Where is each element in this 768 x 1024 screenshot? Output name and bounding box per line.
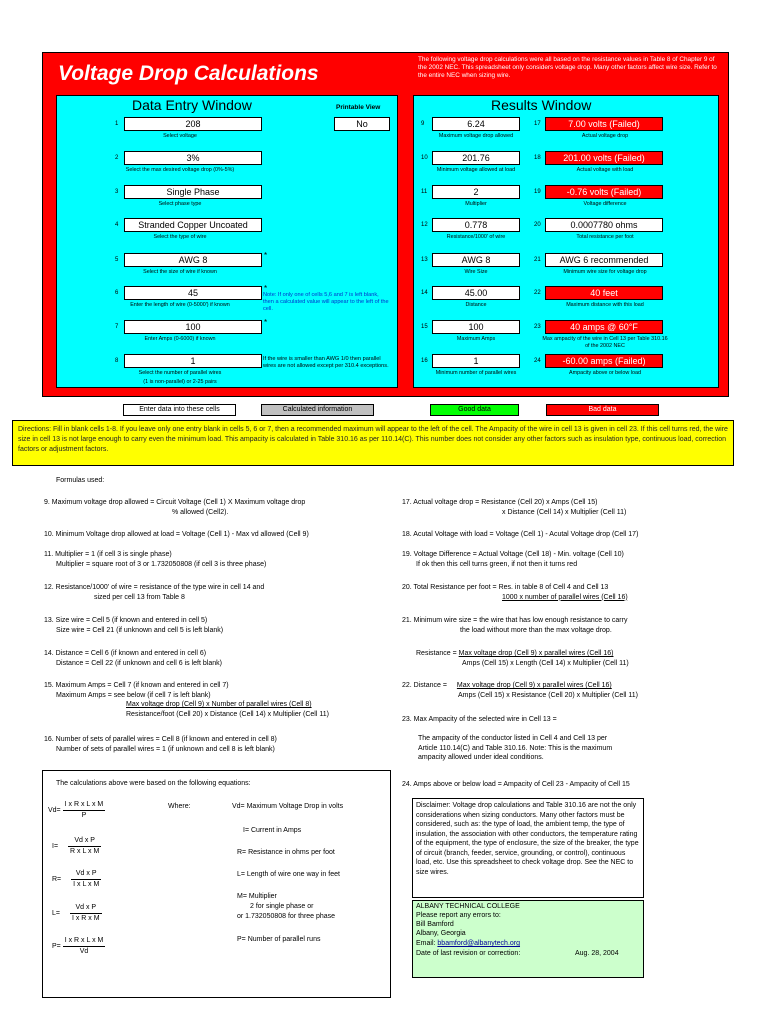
asterisk: *: [264, 251, 268, 260]
result-number: 15: [421, 324, 428, 330]
entry-number: 5: [115, 257, 119, 263]
equation-r: R= $\frac{\text{Vd x P}}{\text{I x L x M}}$: [52, 870, 100, 888]
result-number: 13: [421, 257, 428, 263]
result-label-23: Max ampacity of the wire in Cell 13 per Table 310.16 of the 2002 NEC: [542, 336, 668, 349]
result-cell-11: 2: [432, 185, 520, 199]
result-cell-15: 100: [432, 320, 520, 334]
result-cell-24: -60.00 amps (Failed): [545, 354, 663, 368]
result-cell-13: AWG 8: [432, 253, 520, 267]
entry-number: 4: [115, 222, 119, 228]
legend-item: Bad data: [546, 404, 659, 416]
result-cell-23: 40 amps @ 60°F: [545, 320, 663, 334]
result-number: 10: [421, 155, 428, 161]
result-cell-16: 1: [432, 354, 520, 368]
entry-number: 1: [115, 121, 119, 127]
result-cell-22: 40 feet: [545, 286, 663, 300]
formula-16: 16. Number of sets of parallel wires = Cell 8 (if known and entered in cell 8) Number of sets of parallel wires = 1 (if unknown and cell 8 is left blank): [44, 736, 277, 753]
entry-field-1[interactable]: 208: [124, 117, 262, 131]
entry-field-3[interactable]: Single Phase: [124, 185, 262, 199]
result-cell-19: -0.76 volts (Failed): [545, 185, 663, 199]
equation-i: I= $\frac{\text{Vd x P}}{\text{R x L x M}}$: [52, 837, 100, 855]
result-label-15: Maximum Amps: [456, 336, 496, 342]
def-vd: Vd= Maximum Voltage Drop in volts: [232, 803, 344, 810]
def-m: M= Multiplier: [237, 893, 277, 900]
result-label-13: Wire Size: [464, 269, 488, 275]
entry-field-2[interactable]: 3%: [124, 151, 262, 165]
def-i: I= Current in Amps: [243, 827, 302, 834]
result-label-14: Distance: [465, 302, 487, 308]
result-number: 19: [534, 189, 541, 195]
formula-12: 12. Resistance/1000' of wire = resistance of the type wire in cell 14 and sized per cell 13 from Table 8: [44, 584, 265, 601]
result-cell-20: 0.0007780 ohms: [545, 218, 663, 232]
result-number: 12: [421, 222, 428, 228]
header-note: The following voltage drop calculations were all based on the resistance values in Table 8 of Chapter 9 of the 2002 NEC. This spreadsheet only considers voltage drop. Many other factors affect wire size. Refer to the entire NEC when sizing wire.: [418, 56, 717, 79]
formula-21: 21. Minimum wire size = the wire that has low enough resistance to carry the load without more than the max voltage drop.: [402, 617, 628, 634]
result-label-20: Total resistance per foot: [576, 234, 634, 240]
contact-name: Bill Bamford: [416, 921, 454, 928]
formula-9: 9. Maximum voltage drop allowed = Circuit Voltage (Cell 1) X Maximum voltage drop % allowed (Cell2).: [44, 499, 306, 516]
data-entry-title: Data Entry Window: [132, 97, 252, 113]
result-label-22: Maximum distance with this load: [566, 302, 644, 308]
asterisk: *: [264, 318, 268, 327]
entry-number: 7: [115, 324, 119, 330]
entry-number: 2: [115, 155, 119, 161]
formula-11: 11. Multiplier = 1 (if cell 3 is single phase) Multiplier = square root of 3 or 1.732050808 (if cell 3 is three phase): [44, 551, 267, 568]
result-label-12: Resistance/1000' of wire: [446, 234, 506, 240]
result-cell-10: 201.76: [432, 151, 520, 165]
result-label-21: Minimum wire size for voltage drop: [563, 269, 647, 275]
printable-view-label: Printable View: [336, 104, 381, 111]
entry-label-8b: (1 is non-parallel) or 2-25 pairs: [143, 379, 217, 385]
entry-field-5[interactable]: AWG 8: [124, 253, 262, 267]
def-p: P= Number of parallel runs: [237, 936, 321, 943]
entry-field-8[interactable]: 1: [124, 354, 262, 368]
result-number: 22: [534, 290, 541, 296]
printable-view-select[interactable]: No: [334, 117, 390, 131]
entry-label-4: Select the type of wire: [153, 234, 207, 240]
page-title: Voltage Drop Calculations: [58, 62, 319, 85]
def-m-single: 2 for single phase or: [250, 903, 314, 910]
legend-item: Good data: [430, 404, 519, 416]
results-title: Results Window: [491, 97, 592, 113]
formula-15: 15. Maximum Amps = Cell 7 (if known and entered in cell 7) Maximum Amps = see below (if cell 7 is left blank) Max voltage drop (Cell 9) x Number of parallel wires (Cell 8) Resistance/foot (Cell 20) x Distance (Cell 14) x Multiplier (Cell 11): [44, 682, 329, 718]
equation-l: L= $\frac{\text{Vd x P}}{\text{I x R x M}}$: [52, 904, 100, 922]
formula-19: 19. Voltage Difference = Actual Voltage (Cell 18) - Min. voltage (Cell 10) If ok then this cell turns green, if not then it turns red: [402, 551, 624, 568]
entry-number: 6: [115, 290, 119, 296]
entry-label-6: Enter the length of wire (0-5000') if known: [130, 302, 230, 308]
result-number: 17: [534, 121, 541, 127]
entry-label-3: Select phase type: [158, 201, 202, 207]
result-cell-18: 201.00 volts (Failed): [545, 151, 663, 165]
directions: Directions: Fill in blank cells 1-8. If you leave only one entry blank in cells 5, 6 or 7, then a recommended maximum will appear to the left of the cell. The Ampacity of the wire in cell 13 is given in cell 23. If this cell turns red, the wire size in cell 13 is not large enough to carry even the minimum load. This ampacity is calculated in Table 310.16 as per 110.14(C). This number does not consider any other factors such as insulation type, continuous load, correction factors or adjustment factors.: [12, 420, 734, 466]
entry-number: 8: [115, 358, 119, 364]
legend-item: Calculated information: [261, 404, 374, 416]
entry-label-5: Select the size of wire if known: [143, 269, 217, 275]
result-number: 16: [421, 358, 428, 364]
contact-email: Email: bbamford@albanytech.org: [416, 940, 521, 947]
result-label-10: Minimum voltage allowed at load: [436, 167, 516, 173]
formulas-heading: Formulas used:: [56, 477, 105, 484]
result-cell-12: 0.778: [432, 218, 520, 232]
legend-item: Enter data into these cells: [123, 404, 236, 416]
formula-22: 22. Distance = Max voltage drop (Cell 9) x parallel wires (Cell 16) Amps (Cell 15) x Resistance (Cell 20) x Multiplier (Cell 11): [402, 682, 638, 699]
result-number: 20: [534, 222, 541, 228]
result-cell-21: AWG 6 recommended: [545, 253, 663, 267]
college-name: ALBANY TECHNICAL COLLEGE: [416, 903, 520, 910]
result-number: 24: [534, 358, 541, 364]
result-cell-9: 6.24: [432, 117, 520, 131]
result-number: 9: [421, 121, 425, 127]
result-label-17: Actual voltage drop: [581, 133, 629, 139]
entry-label-8: Select the number of parallel wires: [138, 370, 222, 376]
formula-14: 14. Distance = Cell 6 (if known and entered in cell 6) Distance = Cell 22 (if unknown and cell 6 is left blank): [44, 650, 222, 667]
result-label-16: Minimum number of parallel wires: [435, 370, 517, 376]
result-label-18: Actual voltage with load: [576, 167, 634, 173]
entry-note-blank: Note: If only one of cells 5,6 and 7 is left blank, then a calculated value will appear to the left of the cell.: [263, 292, 389, 312]
entry-field-6[interactable]: 45: [124, 286, 262, 300]
result-label-11: Multiplier: [465, 201, 487, 207]
revision-date: Aug. 28, 2004: [575, 950, 619, 957]
equations-heading: The calculations above were based on the following equations:: [56, 780, 251, 787]
entry-number: 3: [115, 189, 119, 195]
asterisk: *: [264, 284, 268, 293]
email-link[interactable]: bbamford@albanytech.org: [437, 940, 521, 947]
formula-18: 18. Acutal Voltage with load = Voltage (Cell 1) - Acutal Voltage drop (Cell 17): [402, 531, 639, 538]
result-label-24: Ampacity above or below load: [569, 370, 641, 376]
result-label-9: Maximum voltage drop allowed: [438, 133, 514, 139]
result-number: 23: [534, 324, 541, 330]
entry-field-7[interactable]: 100: [124, 320, 262, 334]
contact-location: Albany, Georgia: [416, 930, 466, 937]
def-r: R= Resistance in ohms per foot: [237, 849, 335, 856]
def-m-three: or 1.732050808 for three phase: [237, 913, 336, 920]
formula-24: 24. Amps above or below load = Ampacity of Cell 23 - Ampacity of Cell 15: [402, 781, 630, 788]
result-label-19: Voltage difference: [583, 201, 627, 207]
result-number: 18: [534, 155, 541, 161]
entry-label-2: Select the max desired voltage drop (0%-5%): [125, 167, 235, 173]
formula-20: 20. Total Resistance per foot = Res. in table 8 of Cell 4 and Cell 13 1000 x number of parallel wires (Cell 16): [402, 584, 628, 601]
result-number: 14: [421, 290, 428, 296]
equation-p: P= $\frac{\text{I x R x L x M}}{Vd}$: [52, 937, 104, 955]
result-cell-14: 45.00: [432, 286, 520, 300]
formula-21-resistance: Resistance = Max voltage drop (Cell 9) x parallel wires (Cell 16) Amps (Cell 15) x Length (Cell 14) x Multiplier (Cell 11): [416, 650, 629, 667]
formula-17: 17. Actual voltage drop = Resistance (Cell 20) x Amps (Cell 15) x Distance (Cell 14) x Multiplier (Cell 11): [402, 499, 627, 516]
formula-10: 10. Minimum Voltage drop allowed at load = Voltage (Cell 1) - Max vd allowed (Cell 9): [44, 531, 309, 538]
revision-label: Date of last revision or correction:: [416, 950, 521, 957]
entry-note-parallel: If the wire is smaller than AWG 1/0 then parallel wires are not allowed except per 310.4 exceptions.: [263, 356, 389, 369]
entry-label-1: Select voltage: [163, 133, 197, 139]
def-l: L= Length of wire one way in feet: [237, 871, 340, 878]
formula-23: 23. Max Ampacity of the selected wire in Cell 13 = The ampacity of the conductor listed in Cell 4 and Cell 13 per Article 110.14(C) and Table 310.16. Note: This is the maximum ampacity allowed under ideal conditions.: [402, 716, 613, 761]
formula-13: 13. Size wire = Cell 5 (if known and entered in cell 5) Size wire = Cell 21 (if unknown and cell 5 is left blank): [44, 617, 224, 634]
result-cell-17: 7.00 volts (Failed): [545, 117, 663, 131]
disclaimer-text: Disclaimer: Voltage drop calculations and Table 310.16 are not the only considerations when sizing conductors. Many other factors must be considered, such as: the type of load, the ambient temp, the type of insulation, the association with other conductors, the temperature rating of the equipment, the type of enclosure, the size of the breaker, the type of circuit (branch, feeder, service, grounding, or control), continuous load, etc. Use this spreadsheet to check voltage drop. See the NEC to size wires.: [416, 802, 639, 876]
result-number: 21: [534, 257, 541, 263]
entry-label-7: Enter Amps (0-6000) if known: [144, 336, 216, 342]
equation-vd: Vd= $\frac{\text{I x R x L x M}}{P}$: [48, 801, 104, 819]
entry-field-4[interactable]: Stranded Copper Uncoated: [124, 218, 262, 232]
result-number: 11: [421, 189, 428, 195]
report-errors: Please report any errors to:: [416, 912, 501, 919]
equations-where: Where:: [168, 803, 191, 810]
